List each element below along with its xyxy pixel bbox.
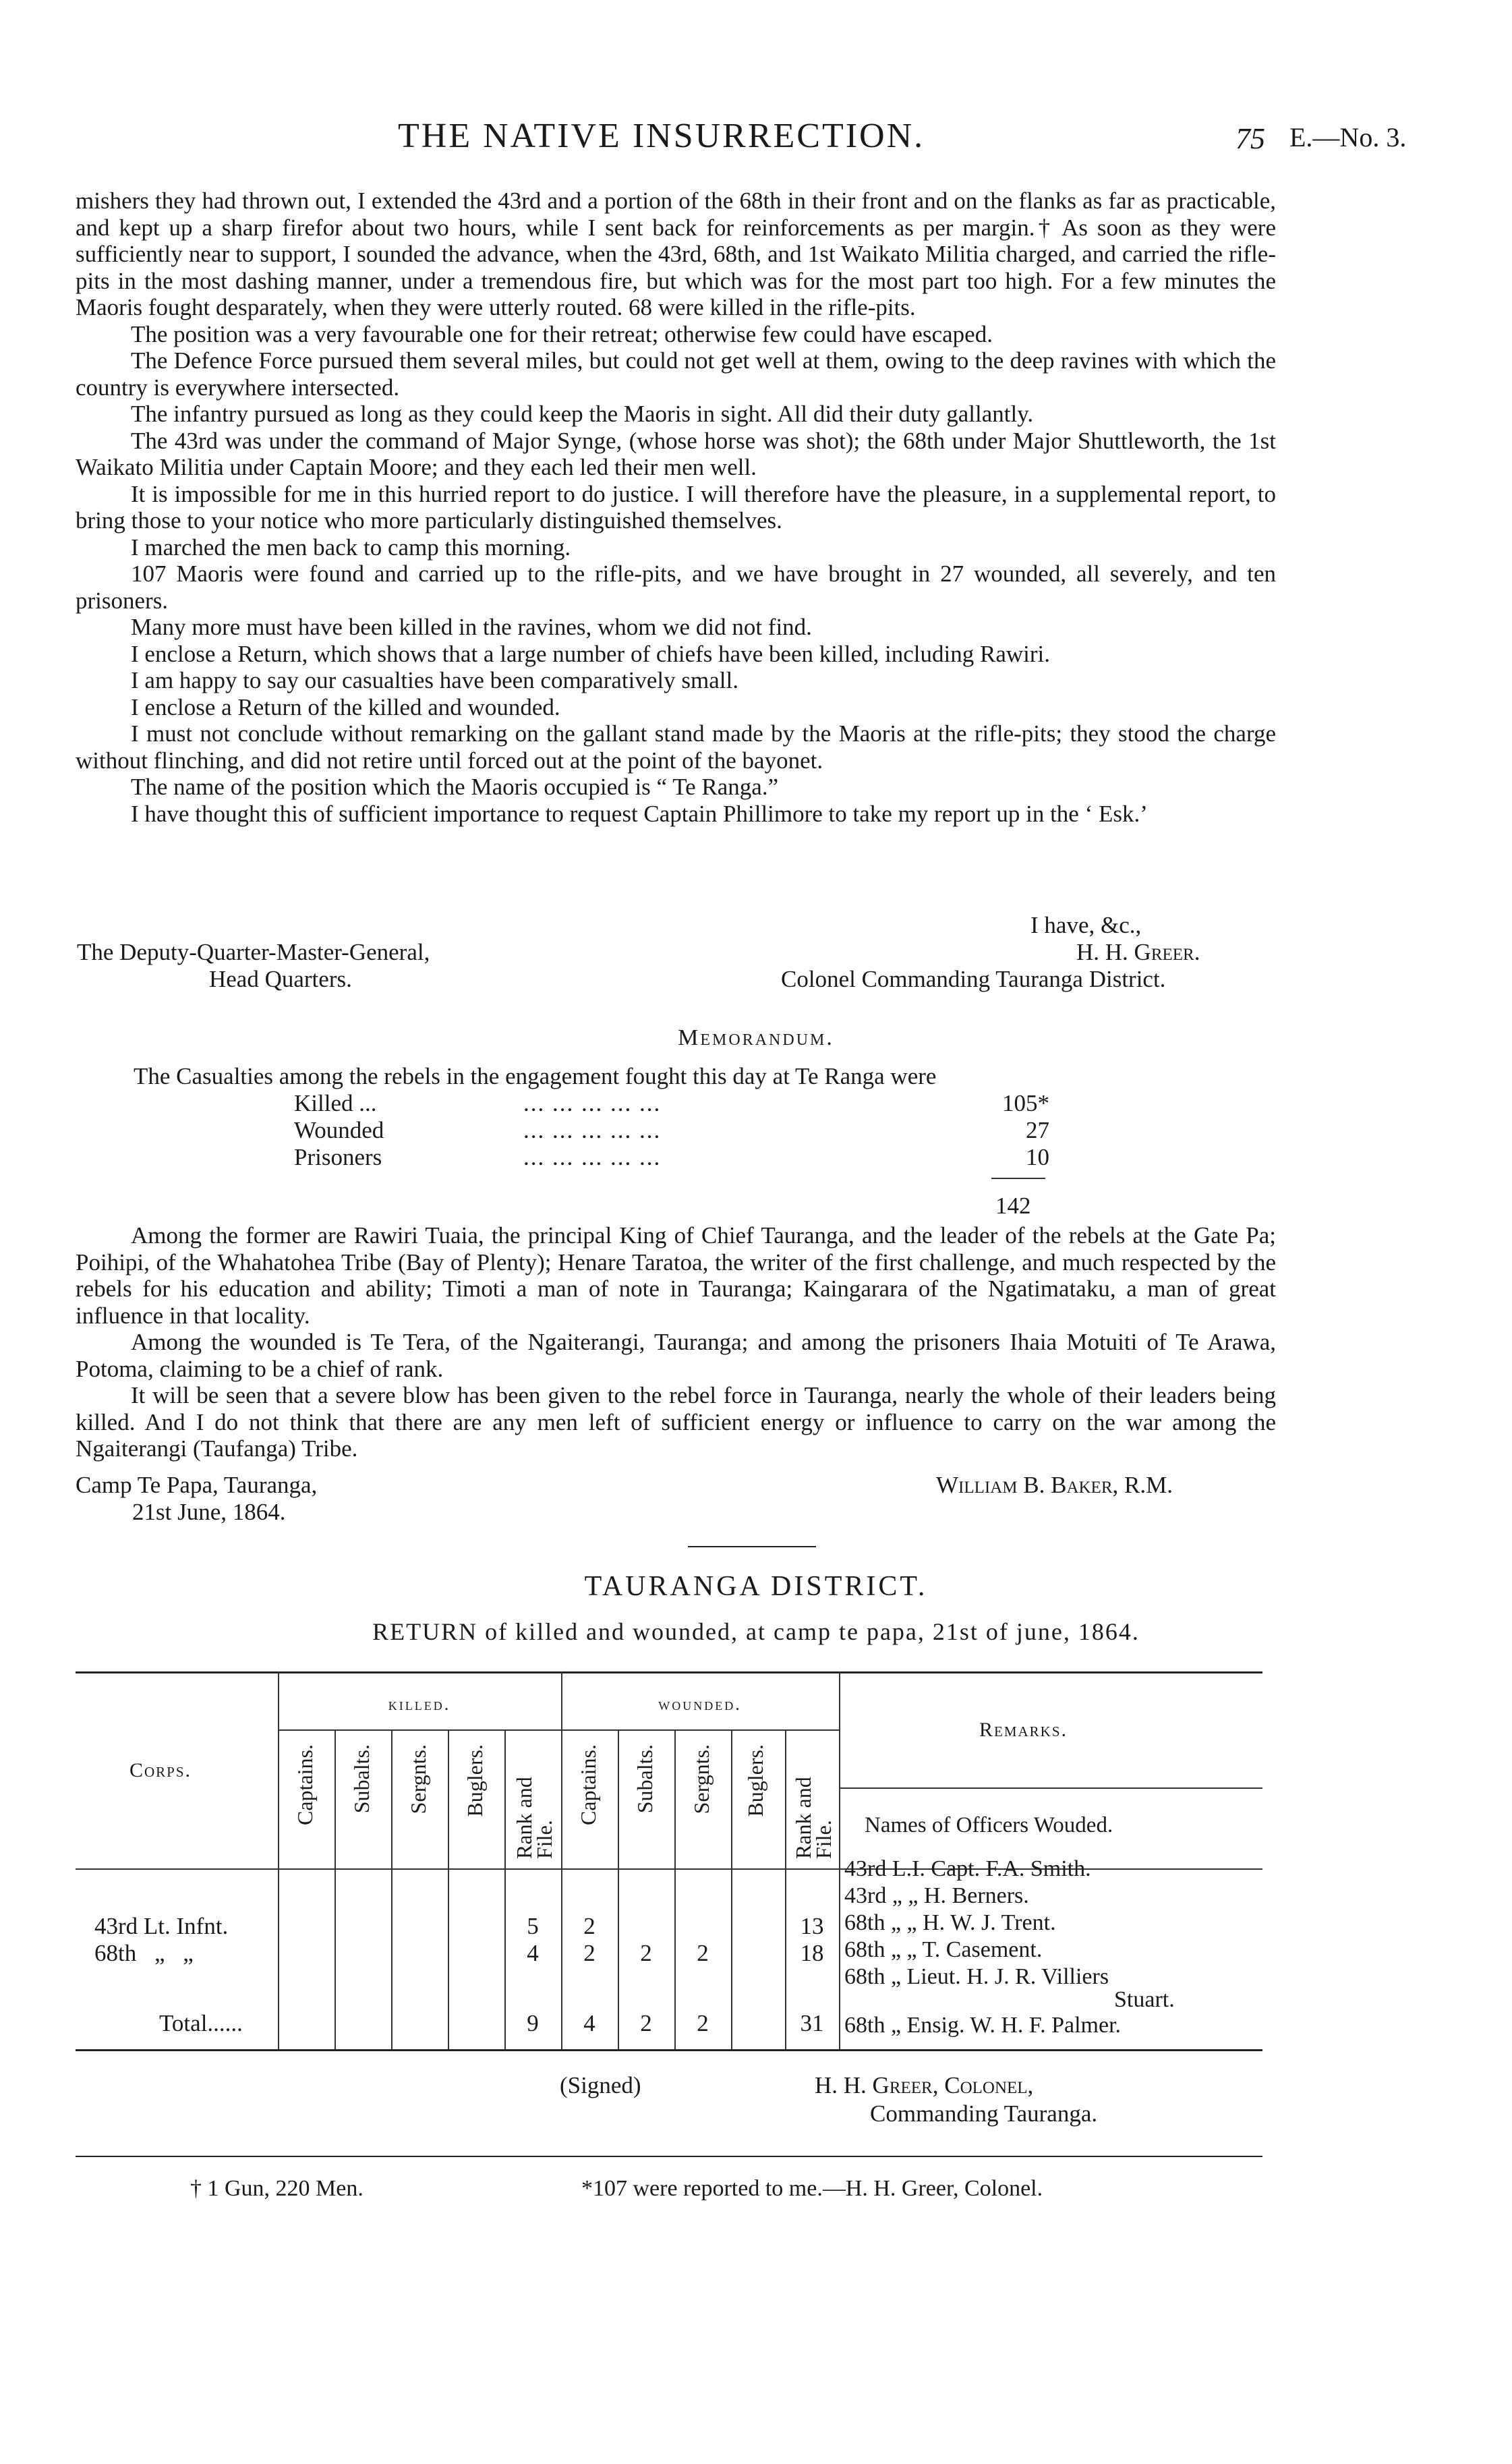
remark-line: 43rd L.I. Capt. F.A. Smith.	[844, 1856, 1091, 1881]
captains-header: Captains.	[576, 1744, 600, 1825]
report-paragraph: It is impossible for me in this hurried report to do justice. I will therefore have the pleasure, in a supplemental report, to bring those to your notice who more particularly distinguished themselves.	[76, 480, 1276, 534]
report-signatory-title: Colonel Commanding Tauranga District.	[781, 966, 1166, 992]
report-paragraph: I am happy to say our casualties have been comparatively small.	[131, 667, 738, 693]
signed-label: (Signed)	[560, 2072, 641, 2098]
return-signatory: H. H. Greer, Colonel,	[815, 2072, 1034, 2098]
buglers-header: Buglers.	[743, 1744, 767, 1817]
margin-footnote: † 1 Gun, 220 Men.	[190, 2176, 364, 2201]
memorandum-paragraph: It will be seen that a severe blow has been given to the rebel force in Tauranga, nearly the whole of their leaders being killed. And I do not think that there are any men left of sufficient energy or influence to carry on the war among the Ngaiterangi (Taufanga) Tribe.	[76, 1382, 1276, 1462]
names-header: Names of Officers Wouded.	[865, 1813, 1113, 1837]
report-paragraph: The Defence Force pursued them several miles, but could not get well at them, owing to the deep ravines with which the country is everywhere intersected.	[76, 347, 1276, 401]
casualty-row-wounded	[294, 1117, 1049, 1144]
table-vrule	[731, 1729, 732, 2049]
remark-line: 68th „ „ T. Casement.	[844, 1937, 1043, 1962]
memorandum-place: Camp Te Papa, Tauranga,	[76, 1472, 318, 1498]
killed-header: killed.	[388, 1694, 451, 1714]
table-vrule	[839, 1671, 840, 2049]
total-wounded-captains: 4	[583, 2010, 595, 2036]
memorandum-title: Memorandum.	[678, 1025, 834, 1050]
report-paragraph: I have thought this of sufficient importance to request Captain Phillimore to take my report up in the ‘ Esk.’	[131, 800, 1148, 827]
return-signatory-title: Commanding Tauranga.	[870, 2100, 1098, 2127]
casualty-row-killed	[294, 1090, 1049, 1117]
casualty-row-prisoners	[294, 1144, 1049, 1171]
table-rule	[839, 1787, 1262, 1789]
table-vrule	[785, 1729, 786, 2049]
table-vrule	[504, 1729, 506, 2049]
report-paragraph: Many more must have been killed in the ravines, whom we did not find.	[131, 614, 812, 640]
table-vrule	[618, 1729, 619, 2049]
report-paragraph: I enclose a Return of the killed and wounded.	[131, 693, 560, 720]
wounded-captains: 2	[583, 1940, 595, 1966]
leader-dots: ... ... ... ... ...	[523, 1144, 662, 1170]
subalts-header: Subalts.	[633, 1744, 657, 1814]
casualty-value: 10	[1026, 1144, 1049, 1170]
addressee: The Deputy-Quarter-Master-General,	[77, 939, 430, 965]
report-paragraph: The name of the position which the Maoris occupied is “ Te Ranga.”	[131, 774, 779, 800]
total-label: Total......	[159, 2010, 243, 2036]
wounded-sergnts: 2	[697, 1940, 709, 1966]
return-table	[76, 1671, 1262, 2049]
remark-line: 68th „ Ensig. W. H. F. Palmer.	[844, 2013, 1122, 2038]
casualty-label: Killed ...	[294, 1090, 377, 1116]
report-paragraph: The 43rd was under the command of Major Synge, (whose horse was shot); the 68th under Major Shuttleworth, the 1st Waikato Militia under Captain Moore; and they each led their men well.	[76, 427, 1276, 480]
section-divider	[688, 1546, 816, 1547]
corps-header: Corps.	[129, 1759, 192, 1781]
subalts-header: Subalts.	[349, 1744, 374, 1814]
report-paragraph: mishers they had thrown out, I extended the 43rd and a portion of the 68th in their front and on the flanks as far as practicable, and kept up a sharp firefor about two hours, while I sent back for reinforcements as per margin.† As soon as they were sufficiently near to support, I sounded the advance, when the 43rd, 68th, and 1st Waikato Militia charged, and carried the rifle-pits in the most dashing manner, under a tremendous fire, but which was for the most part too high. For a few minutes the Maoris fought desparately, when they were utterly routed. 68 were killed in the rifle-pits.	[76, 188, 1276, 320]
report-paragraph: I must not conclude without remarking on the gallant stand made by the Maoris at the rifle-pits; they stood the charge without flinching, and did not retire until forced out at the point of the bayonet.	[76, 720, 1276, 774]
closing: I have, &c.,	[1030, 912, 1142, 938]
remark-line: 68th „ Lieut. H. J. R. Villiers	[844, 1964, 1109, 1989]
killed-rank-file: 4	[527, 1940, 539, 1966]
report-signatory: H. H. Greer.	[1076, 939, 1200, 965]
memorandum-body	[76, 1222, 1276, 1462]
memorandum-date: 21st June, 1864.	[132, 1499, 286, 1525]
remark-line: 68th „ „ H. W. J. Trent.	[844, 1910, 1056, 1935]
sergnts-header: Sergnts.	[406, 1744, 430, 1814]
page-header	[0, 116, 1512, 163]
wounded-captains: 2	[583, 1913, 595, 1939]
memorandum-signatory: William B. Baker, R.M.	[936, 1472, 1173, 1498]
report-body	[76, 188, 1276, 827]
casualty-total: 142	[995, 1193, 1031, 1219]
table-top-rule	[76, 1671, 1262, 1673]
remark-line: 43rd „ „ H. Berners.	[844, 1883, 1029, 1908]
table-rule	[278, 1729, 839, 1731]
killed-rank-file: 5	[527, 1913, 539, 1939]
sum-rule	[991, 1178, 1045, 1179]
table-vrule	[674, 1729, 676, 2049]
star-footnote: *107 were reported to me.—H. H. Greer, Colonel.	[581, 2176, 1043, 2201]
leader-dots: ... ... ... ... ...	[523, 1090, 662, 1116]
report-paragraph: The position was a very favourable one for their retreat; otherwise few could have escaped.	[131, 320, 993, 347]
rank-file-header: Rank and File.	[791, 1777, 836, 1859]
wounded-header: wounded.	[658, 1694, 742, 1714]
memorandum-paragraph: Among the wounded is Te Tera, of the Ngaiterangi, Tauranga; and among the prisoners Ihaia Motuiti of Te Arawa, Potoma, claiming to be a chief of rank.	[76, 1329, 1276, 1382]
report-paragraph: The infantry pursued as long as they could keep the Maoris in sight. All did their duty gallantly.	[131, 401, 1034, 427]
wounded-subalts: 2	[640, 1940, 652, 1966]
table-vrule	[391, 1729, 392, 2049]
table-bottom-rule	[76, 2049, 1262, 2051]
table-vrule	[278, 1671, 279, 2049]
casualty-label: Prisoners	[294, 1144, 382, 1170]
remark-line: Stuart.	[1114, 1987, 1175, 2012]
report-paragraph: 107 Maoris were found and carried up to the rifle-pits, and we have brought in 27 wounded, all severely, and ten prisoners.	[76, 561, 1276, 614]
return-title: RETURN of killed and wounded, at camp te papa, 21st of june, 1864.	[372, 1618, 1140, 1645]
document-reference: E.—No. 3.	[1289, 122, 1407, 152]
total-wounded-rank-file: 31	[800, 2010, 824, 2036]
total-killed-rank-file: 9	[527, 2010, 539, 2036]
leader-dots: ... ... ... ... ...	[523, 1117, 662, 1143]
report-paragraph: I enclose a Return, which shows that a large number of chiefs have been killed, including Rawiri.	[131, 640, 1050, 667]
buglers-header: Buglers.	[463, 1744, 487, 1817]
page-number: 75	[1235, 122, 1265, 155]
captains-header: Captains.	[293, 1744, 317, 1825]
table-vrule	[561, 1671, 562, 2049]
addressee-location: Head Quarters.	[209, 966, 352, 992]
wounded-rank-file: 18	[800, 1940, 824, 1966]
wounded-rank-file: 13	[800, 1913, 824, 1939]
casualty-label: Wounded	[294, 1117, 384, 1143]
district-heading: TAURANGA DISTRICT.	[584, 1571, 928, 1602]
table-vrule	[335, 1729, 336, 2049]
memorandum-intro: The Casualties among the rebels in the engagement fought this day at Te Ranga were	[134, 1063, 937, 1089]
report-paragraph: I marched the men back to camp this morning.	[131, 534, 571, 561]
page-title: THE NATIVE INSURRECTION.	[398, 117, 925, 155]
corps-cell: 43rd Lt. Infnt.	[94, 1913, 229, 1939]
memorandum-paragraph: Among the former are Rawiri Tuaia, the principal King of Chief Tauranga, and the leader of the rebels at the Gate Pa; Poihipi, of the Whahatohea Tribe (Bay of Plenty); Henare Taratoa, the writer of the first challenge, and much respected by the rebels for his education and ability; Timoti a man of note in Tauranga; Kaingarara of the Ngatimataku, a man of great influence in that locality.	[76, 1222, 1276, 1329]
total-wounded-subalts: 2	[640, 2010, 652, 2036]
casualty-value: 105*	[1002, 1090, 1049, 1116]
rank-file-header: Rank and File.	[512, 1777, 556, 1859]
corps-cell: 68th „ „	[94, 1940, 194, 1966]
casualty-value: 27	[1026, 1117, 1049, 1143]
total-wounded-sergnts: 2	[697, 2010, 709, 2036]
remarks-header: Remarks.	[979, 1719, 1068, 1741]
table-vrule	[448, 1729, 449, 2049]
sergnts-header: Sergnts.	[689, 1744, 714, 1814]
footnote-rule	[76, 2156, 1262, 2157]
